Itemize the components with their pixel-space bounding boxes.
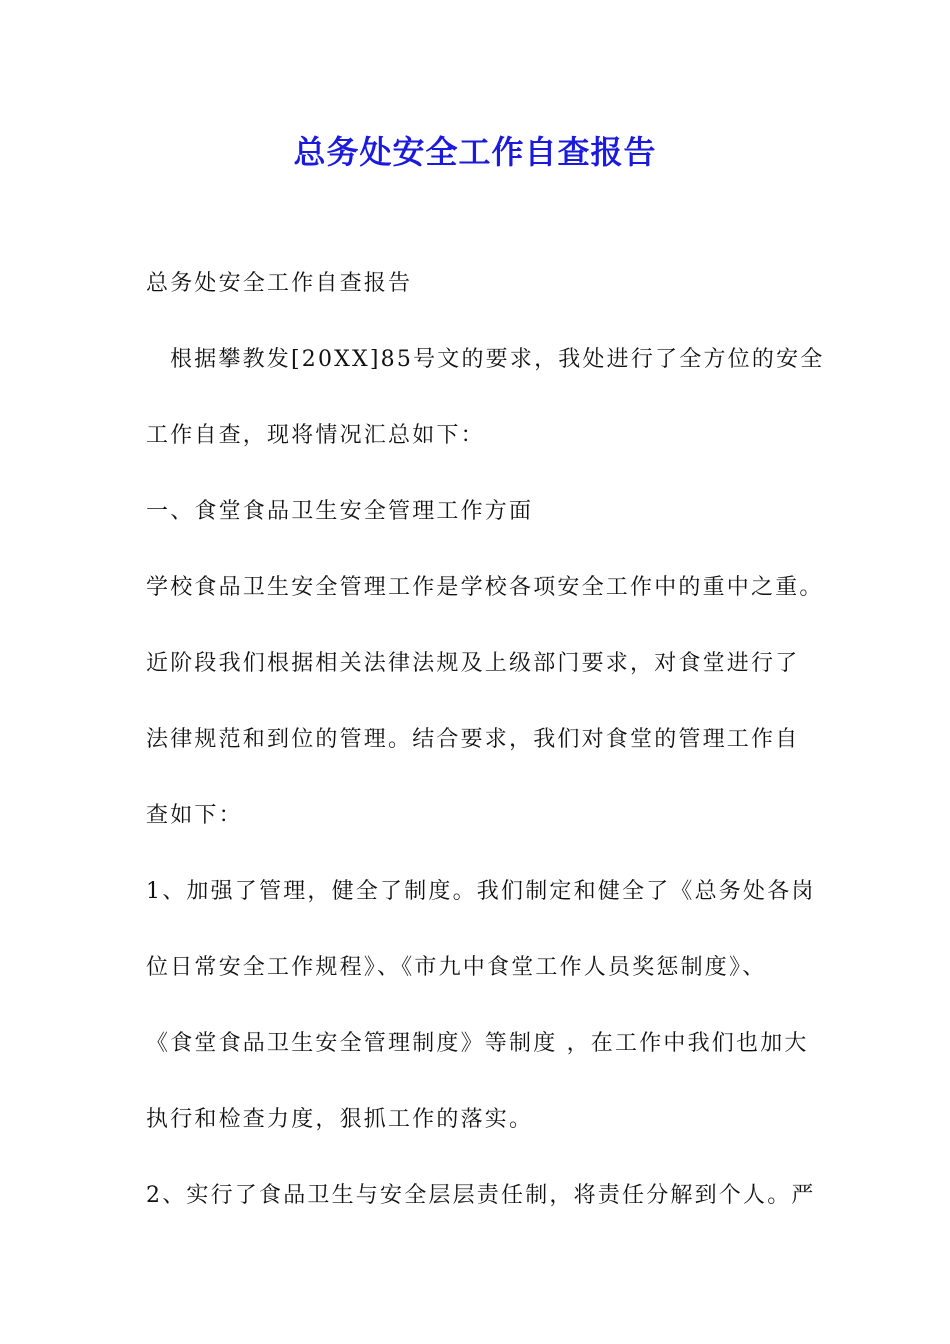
section-heading: 一、食堂食品卫生安全管理工作方面 (146, 499, 534, 524)
body-line: 查如下： (146, 803, 243, 828)
body-line: 执行和检查力度，狠抓工作的落实。 (146, 1107, 534, 1132)
body-line: 《食堂食品卫生安全管理制度》等制度 ，在工作中我们也加大 (146, 1031, 809, 1056)
list-item-2: 2、实行了食品卫生与安全层层责任制，将责任分解到个人。严 (146, 1183, 816, 1208)
body-line-subtitle: 总务处安全工作自查报告 (146, 271, 413, 296)
body-line: 工作自查，现将情况汇总如下： (146, 423, 485, 448)
body-line: 法律规范和到位的管理。结合要求，我们对食堂的管理工作自 (146, 727, 800, 752)
document-body (146, 262, 825, 1250)
body-line-intro: 根据攀教发[20XX]85号文的要求，我处进行了全方位的安全 (170, 347, 825, 372)
list-item-1: 1、加强了管理，健全了制度。我们制定和健全了《总务处各岗 (146, 879, 816, 904)
body-line: 近阶段我们根据相关法律法规及上级部门要求，对食堂进行了 (146, 651, 800, 676)
document-title: 总务处安全工作自查报告 (293, 133, 657, 171)
body-line: 位日常安全工作规程》、《市九中食堂工作人员奖惩制度》、 (146, 955, 767, 980)
body-line: 学校食品卫生安全管理工作是学校各项安全工作中的重中之重。 (146, 575, 824, 600)
